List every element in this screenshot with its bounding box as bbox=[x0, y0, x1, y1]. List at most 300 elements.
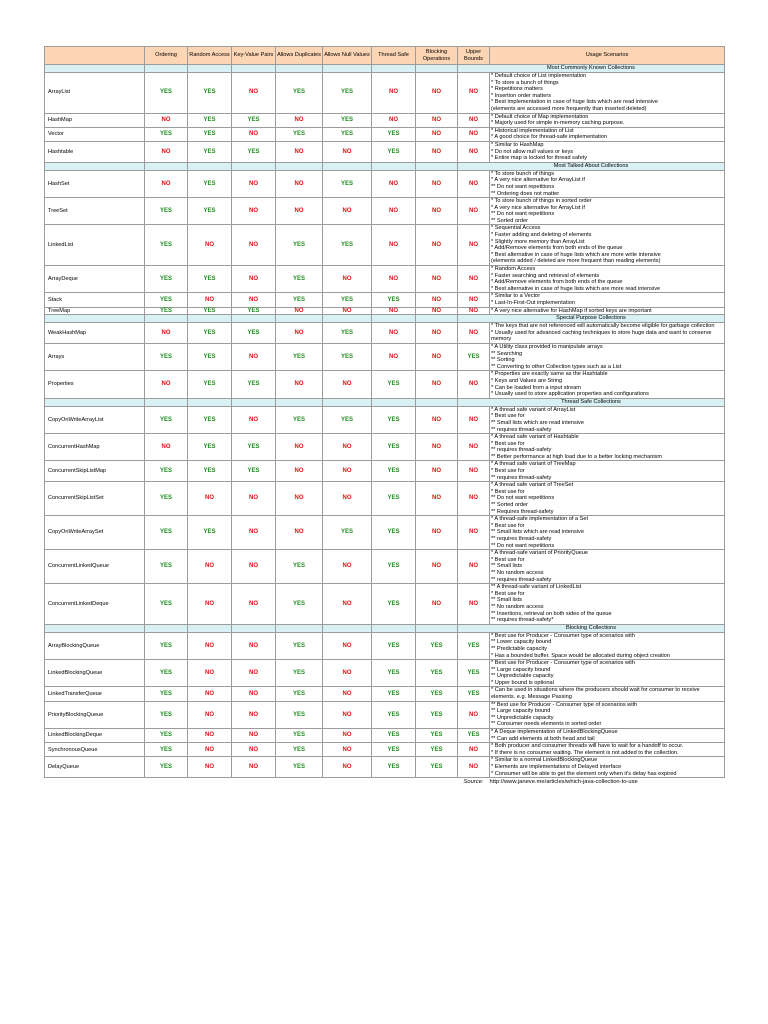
allows-null-values-value: NO bbox=[323, 550, 372, 584]
collection-name: WeakHashMap bbox=[45, 323, 145, 344]
usage-scenarios-cell: * Best use for Producer - Consumer type of scenarios with ** Lower capacity bound ** Predictable capacity * Has a bounded buffer. Space would be allocated during object creation bbox=[490, 632, 725, 659]
upper-bounds-value: YES bbox=[458, 343, 490, 370]
collection-name: LinkedList bbox=[45, 225, 145, 266]
collection-name: ConcurrentLinkedQueue bbox=[45, 550, 145, 584]
random-access-value: NO bbox=[188, 550, 232, 584]
section-title: Thread Safe Collections bbox=[458, 398, 725, 406]
usage-scenarios-cell: * Default choice of Map implementation * Majorly used for simple in-memory caching purpose. bbox=[490, 113, 725, 127]
upper-bounds-value: YES bbox=[458, 660, 490, 687]
ordering-value: NO bbox=[145, 323, 188, 344]
ordering-value: NO bbox=[145, 113, 188, 127]
section-spacer-cell bbox=[232, 624, 276, 632]
allows-duplicates-value: NO bbox=[276, 371, 323, 398]
ordering-value: YES bbox=[145, 729, 188, 743]
allows-duplicates-value: NO bbox=[276, 170, 323, 197]
table-row bbox=[45, 482, 725, 516]
section-title: Special Purpose Collections bbox=[458, 315, 725, 323]
source-spacer-cell bbox=[323, 778, 372, 787]
allows-null-values-value: NO bbox=[323, 266, 372, 293]
usage-scenarios-cell: * To store bunch of things in sorted order * A very nice alternative for ArrayList if ** Do not want repetitions ** Sorted order bbox=[490, 198, 725, 225]
ordering-value: YES bbox=[145, 660, 188, 687]
usage-scenarios-cell: * A Deque implementation of LinkedBlockingQueue ** Can add elements at both head and tail bbox=[490, 729, 725, 743]
allows-duplicates-value: YES bbox=[276, 406, 323, 433]
blocking-operations-value: NO bbox=[416, 293, 458, 307]
upper-bounds-value: NO bbox=[458, 550, 490, 584]
usage-scenarios-cell: * Similar to a normal LinkedBlockingQueue * Elements are implementations of Delayed interface * Consumer will be able to get the element only when it's delay has expired bbox=[490, 757, 725, 778]
allows-duplicates-value: NO bbox=[276, 516, 323, 550]
table-row bbox=[45, 516, 725, 550]
allows-null-values-value: NO bbox=[323, 632, 372, 659]
section-spacer-cell bbox=[188, 65, 232, 73]
random-access-value: NO bbox=[188, 743, 232, 757]
key-value-pairs-value: NO bbox=[232, 293, 276, 307]
blocking-operations-value: YES bbox=[416, 743, 458, 757]
allows-duplicates-value: NO bbox=[276, 434, 323, 461]
random-access-value: YES bbox=[188, 170, 232, 197]
allows-null-values-value: NO bbox=[323, 482, 372, 516]
section-header-row bbox=[45, 315, 725, 323]
collection-name: PriorityBlockingQueue bbox=[45, 701, 145, 728]
ordering-value: YES bbox=[145, 584, 188, 625]
header-allows-duplicates: Allows Duplicates bbox=[276, 47, 323, 65]
ordering-value: YES bbox=[145, 482, 188, 516]
table-row bbox=[45, 73, 725, 114]
blocking-operations-value: NO bbox=[416, 434, 458, 461]
ordering-value: YES bbox=[145, 406, 188, 433]
allows-null-values-value: YES bbox=[323, 170, 372, 197]
thread-safe-value: NO bbox=[372, 343, 416, 370]
usage-scenarios-cell: * Similar to HashMap * Do not allow null values or keys * Entire map is locked for thread safety bbox=[490, 141, 725, 162]
allows-duplicates-value: YES bbox=[276, 687, 323, 701]
allows-null-values-value: YES bbox=[323, 73, 372, 114]
usage-scenarios-cell: * Default choice of List implementation * To store a bunch of things * Repetitions matters * Insertion order matters * Best implementation in case of huge lists which are read intensive (elements are accessed more frequently than inserted deleted) bbox=[490, 73, 725, 114]
collection-name: ConcurrentLinkedDeque bbox=[45, 584, 145, 625]
section-spacer-cell bbox=[145, 398, 188, 406]
upper-bounds-value: NO bbox=[458, 701, 490, 728]
allows-duplicates-value: YES bbox=[276, 293, 323, 307]
blocking-operations-value: NO bbox=[416, 307, 458, 315]
allows-null-values-value: NO bbox=[323, 584, 372, 625]
thread-safe-value: YES bbox=[372, 434, 416, 461]
key-value-pairs-value: NO bbox=[232, 757, 276, 778]
section-header-row bbox=[45, 162, 725, 170]
table-row bbox=[45, 584, 725, 625]
random-access-value: YES bbox=[188, 434, 232, 461]
source-label: Source: bbox=[463, 778, 484, 785]
ordering-value: YES bbox=[145, 701, 188, 728]
collection-name: LinkedBlockingQueue bbox=[45, 660, 145, 687]
blocking-operations-value: YES bbox=[416, 729, 458, 743]
key-value-pairs-value: NO bbox=[232, 73, 276, 114]
usage-scenarios-cell: * Can be used in situations where the producers should wait for consumer to receive elements. e.g. Message Passing bbox=[490, 687, 725, 701]
blocking-operations-value: NO bbox=[416, 141, 458, 162]
thread-safe-value: YES bbox=[372, 632, 416, 659]
usage-scenarios-cell: * Sequential Access * Faster adding and deleting of elements * Slightly more memory than ArrayList * Add/Remove elements from both ends of the queue * Best alternative in case of huge lists which are more write intensive (elements added / deleted are more frequent than reading elements) bbox=[490, 225, 725, 266]
allows-duplicates-value: YES bbox=[276, 701, 323, 728]
blocking-operations-value: YES bbox=[416, 687, 458, 701]
upper-bounds-value: NO bbox=[458, 127, 490, 141]
table-row bbox=[45, 170, 725, 197]
upper-bounds-value: NO bbox=[458, 198, 490, 225]
collection-name: HashMap bbox=[45, 113, 145, 127]
upper-bounds-value: YES bbox=[458, 729, 490, 743]
thread-safe-value: YES bbox=[372, 584, 416, 625]
table-row bbox=[45, 550, 725, 584]
blocking-operations-value: NO bbox=[416, 73, 458, 114]
section-spacer-cell bbox=[232, 162, 276, 170]
table-row bbox=[45, 127, 725, 141]
blocking-operations-value: NO bbox=[416, 323, 458, 344]
thread-safe-value: YES bbox=[372, 729, 416, 743]
random-access-value: YES bbox=[188, 127, 232, 141]
blocking-operations-value: YES bbox=[416, 632, 458, 659]
table-row bbox=[45, 266, 725, 293]
allows-duplicates-value: YES bbox=[276, 127, 323, 141]
random-access-value: YES bbox=[188, 323, 232, 344]
upper-bounds-value: NO bbox=[458, 307, 490, 315]
collection-name: CopyOnWriteArrayList bbox=[45, 406, 145, 433]
allows-duplicates-value: YES bbox=[276, 729, 323, 743]
usage-scenarios-cell: * A thread-safe variant of PriorityQueue * Best use for ** Small lists ** No random access ** requires thread-safety bbox=[490, 550, 725, 584]
key-value-pairs-value: NO bbox=[232, 660, 276, 687]
key-value-pairs-value: NO bbox=[232, 743, 276, 757]
collection-name: Vector bbox=[45, 127, 145, 141]
allows-duplicates-value: NO bbox=[276, 323, 323, 344]
collections-comparison-table bbox=[44, 46, 725, 786]
header-blocking-operations: Blocking Operations bbox=[416, 47, 458, 65]
upper-bounds-value: NO bbox=[458, 482, 490, 516]
ordering-value: YES bbox=[145, 687, 188, 701]
random-access-value: NO bbox=[188, 482, 232, 516]
key-value-pairs-value: NO bbox=[232, 550, 276, 584]
allows-null-values-value: YES bbox=[323, 323, 372, 344]
allows-duplicates-value: YES bbox=[276, 343, 323, 370]
allows-duplicates-value: YES bbox=[276, 266, 323, 293]
blocking-operations-value: NO bbox=[416, 461, 458, 482]
section-spacer-cell bbox=[323, 162, 372, 170]
collection-name: ConcurrentHashMap bbox=[45, 434, 145, 461]
random-access-value: NO bbox=[188, 701, 232, 728]
section-spacer-cell bbox=[276, 65, 323, 73]
usage-scenarios-cell: * Both producer and consumer threads will have to wait for a handoff to occur. * If there is no consumer waiting. The element is not added to the collection. bbox=[490, 743, 725, 757]
upper-bounds-value: YES bbox=[458, 687, 490, 701]
upper-bounds-value: NO bbox=[458, 461, 490, 482]
upper-bounds-value: NO bbox=[458, 371, 490, 398]
upper-bounds-value: NO bbox=[458, 170, 490, 197]
section-title: Most Talked About Collections bbox=[458, 162, 725, 170]
key-value-pairs-value: NO bbox=[232, 701, 276, 728]
allows-duplicates-value: NO bbox=[276, 482, 323, 516]
section-spacer-cell bbox=[232, 315, 276, 323]
blocking-operations-value: NO bbox=[416, 371, 458, 398]
allows-null-values-value: NO bbox=[323, 198, 372, 225]
header-upper-bounds: Upper Bounds bbox=[458, 47, 490, 65]
allows-duplicates-value: NO bbox=[276, 307, 323, 315]
thread-safe-value: NO bbox=[372, 73, 416, 114]
thread-safe-value: NO bbox=[372, 307, 416, 315]
section-spacer-cell bbox=[45, 624, 145, 632]
allows-duplicates-value: YES bbox=[276, 757, 323, 778]
upper-bounds-value: YES bbox=[458, 632, 490, 659]
usage-scenarios-cell: * A thread-safe implementation of a Set * Best use for ** Small lists which are read intensive ** requires thread-safety ** Do not want repetitions bbox=[490, 516, 725, 550]
upper-bounds-value: NO bbox=[458, 293, 490, 307]
upper-bounds-value: NO bbox=[458, 141, 490, 162]
section-spacer-cell bbox=[323, 398, 372, 406]
usage-scenarios-cell: * Best use for Producer - Consumer type of scenarios with ** Large capacity bound ** Unpredictable capacity * Upper bound is optional bbox=[490, 660, 725, 687]
random-access-value: YES bbox=[188, 198, 232, 225]
upper-bounds-value: NO bbox=[458, 434, 490, 461]
key-value-pairs-value: NO bbox=[232, 687, 276, 701]
usage-scenarios-cell: * A Utility class provided to manipulate arrays ** Searching ** Sorting ** Converting to other Collection types such as a List bbox=[490, 343, 725, 370]
section-spacer-cell bbox=[276, 398, 323, 406]
table-row bbox=[45, 343, 725, 370]
thread-safe-value: YES bbox=[372, 482, 416, 516]
usage-scenarios-cell: * The keys that are not referenced will automatically become eligible for garbage collection * Usually used for advanced caching techniques to store huge data and want to conserve memory bbox=[490, 323, 725, 344]
key-value-pairs-value: YES bbox=[232, 434, 276, 461]
thread-safe-value: NO bbox=[372, 198, 416, 225]
ordering-value: YES bbox=[145, 550, 188, 584]
section-spacer-cell bbox=[372, 162, 416, 170]
blocking-operations-value: YES bbox=[416, 660, 458, 687]
source-spacer-cell bbox=[276, 778, 323, 787]
key-value-pairs-value: NO bbox=[232, 584, 276, 625]
random-access-value: NO bbox=[188, 225, 232, 266]
ordering-value: YES bbox=[145, 73, 188, 114]
blocking-operations-value: NO bbox=[416, 225, 458, 266]
thread-safe-value: YES bbox=[372, 461, 416, 482]
section-spacer-cell bbox=[323, 315, 372, 323]
blocking-operations-value: NO bbox=[416, 170, 458, 197]
section-spacer-cell bbox=[416, 65, 458, 73]
key-value-pairs-value: NO bbox=[232, 198, 276, 225]
section-spacer-cell bbox=[145, 162, 188, 170]
section-spacer-cell bbox=[145, 315, 188, 323]
collection-name: Arrays bbox=[45, 343, 145, 370]
allows-duplicates-value: YES bbox=[276, 73, 323, 114]
allows-duplicates-value: NO bbox=[276, 113, 323, 127]
thread-safe-value: YES bbox=[372, 660, 416, 687]
random-access-value: YES bbox=[188, 461, 232, 482]
allows-null-values-value: NO bbox=[323, 701, 372, 728]
section-spacer-cell bbox=[416, 315, 458, 323]
key-value-pairs-value: NO bbox=[232, 266, 276, 293]
ordering-value: YES bbox=[145, 461, 188, 482]
allows-null-values-value: YES bbox=[323, 225, 372, 266]
upper-bounds-value: NO bbox=[458, 584, 490, 625]
ordering-value: YES bbox=[145, 743, 188, 757]
table-body bbox=[45, 65, 725, 787]
key-value-pairs-value: NO bbox=[232, 343, 276, 370]
allows-null-values-value: NO bbox=[323, 371, 372, 398]
collection-name: ConcurrentSkipListMap bbox=[45, 461, 145, 482]
thread-safe-value: YES bbox=[372, 687, 416, 701]
thread-safe-value: YES bbox=[372, 516, 416, 550]
thread-safe-value: YES bbox=[372, 293, 416, 307]
thread-safe-value: NO bbox=[372, 225, 416, 266]
usage-scenarios-cell: ** A thread-safe variant of LinkedList * Best use for ** Small lists ** No random access ** Insertions, retrieval on both sides of the queue ** requires thread-safety* bbox=[490, 584, 725, 625]
key-value-pairs-value: YES bbox=[232, 307, 276, 315]
section-spacer-cell bbox=[416, 624, 458, 632]
key-value-pairs-value: YES bbox=[232, 371, 276, 398]
allows-null-values-value: NO bbox=[323, 660, 372, 687]
section-spacer-cell bbox=[45, 315, 145, 323]
source-spacer-cell bbox=[188, 778, 232, 787]
random-access-value: NO bbox=[188, 293, 232, 307]
section-spacer-cell bbox=[45, 162, 145, 170]
thread-safe-value: NO bbox=[372, 170, 416, 197]
table-row bbox=[45, 198, 725, 225]
table-row bbox=[45, 632, 725, 659]
blocking-operations-value: NO bbox=[416, 343, 458, 370]
header-row bbox=[45, 47, 725, 65]
section-spacer-cell bbox=[372, 398, 416, 406]
section-spacer-cell bbox=[276, 624, 323, 632]
usage-scenarios-cell: * To store bunch of things * A very nice alternative for ArrayList if ** Do not want repetitions ** Ordering does not matter bbox=[490, 170, 725, 197]
random-access-value: YES bbox=[188, 73, 232, 114]
random-access-value: YES bbox=[188, 371, 232, 398]
allows-duplicates-value: YES bbox=[276, 743, 323, 757]
allows-duplicates-value: YES bbox=[276, 660, 323, 687]
allows-null-values-value: YES bbox=[323, 113, 372, 127]
ordering-value: NO bbox=[145, 434, 188, 461]
allows-null-values-value: NO bbox=[323, 757, 372, 778]
random-access-value: YES bbox=[188, 266, 232, 293]
section-spacer-cell bbox=[232, 398, 276, 406]
section-spacer-cell bbox=[372, 65, 416, 73]
ordering-value: YES bbox=[145, 632, 188, 659]
table-row bbox=[45, 701, 725, 728]
key-value-pairs-value: NO bbox=[232, 516, 276, 550]
thread-safe-value: YES bbox=[372, 127, 416, 141]
table-row bbox=[45, 225, 725, 266]
table-row bbox=[45, 141, 725, 162]
random-access-value: NO bbox=[188, 687, 232, 701]
table-row bbox=[45, 307, 725, 315]
thread-safe-value: YES bbox=[372, 406, 416, 433]
collection-name: ArrayDeque bbox=[45, 266, 145, 293]
thread-safe-value: NO bbox=[372, 113, 416, 127]
random-access-value: NO bbox=[188, 757, 232, 778]
thread-safe-value: NO bbox=[372, 266, 416, 293]
collection-name: Hashtable bbox=[45, 141, 145, 162]
key-value-pairs-value: YES bbox=[232, 141, 276, 162]
key-value-pairs-value: NO bbox=[232, 225, 276, 266]
random-access-value: YES bbox=[188, 113, 232, 127]
random-access-value: YES bbox=[188, 516, 232, 550]
collection-name: Properties bbox=[45, 371, 145, 398]
ordering-value: YES bbox=[145, 198, 188, 225]
ordering-value: NO bbox=[145, 141, 188, 162]
random-access-value: NO bbox=[188, 584, 232, 625]
table-row bbox=[45, 729, 725, 743]
blocking-operations-value: NO bbox=[416, 127, 458, 141]
section-spacer-cell bbox=[45, 65, 145, 73]
section-spacer-cell bbox=[232, 65, 276, 73]
allows-null-values-value: NO bbox=[323, 687, 372, 701]
collection-name: SynchronousQueue bbox=[45, 743, 145, 757]
collection-name: HashSet bbox=[45, 170, 145, 197]
upper-bounds-value: NO bbox=[458, 73, 490, 114]
usage-scenarios-cell: * Random Access * Faster searching and retrieval of elements * Add/Remove elements from both ends of the queue * Best alternative in case of huge lists which are more read intensive bbox=[490, 266, 725, 293]
key-value-pairs-value: NO bbox=[232, 170, 276, 197]
allows-null-values-value: NO bbox=[323, 434, 372, 461]
section-spacer-cell bbox=[372, 624, 416, 632]
table-row bbox=[45, 406, 725, 433]
thread-safe-value: YES bbox=[372, 371, 416, 398]
source-spacer-cell bbox=[232, 778, 276, 787]
allows-duplicates-value: NO bbox=[276, 141, 323, 162]
table-row bbox=[45, 687, 725, 701]
allows-null-values-value: YES bbox=[323, 343, 372, 370]
header-allows-null-values: Allows Null Values bbox=[323, 47, 372, 65]
ordering-value: YES bbox=[145, 757, 188, 778]
section-spacer-cell bbox=[416, 398, 458, 406]
upper-bounds-value: NO bbox=[458, 757, 490, 778]
section-title: Most Commonly Known Collections bbox=[458, 65, 725, 73]
key-value-pairs-value: YES bbox=[232, 323, 276, 344]
table-row bbox=[45, 743, 725, 757]
usage-scenarios-cell: * A very nice alternative for HashMap if sorted keys are important bbox=[490, 307, 725, 315]
usage-scenarios-cell: * A thread safe variant of TreeMap * Best use for ** requires thread-safety bbox=[490, 461, 725, 482]
usage-scenarios-cell: * A thread safe variant of Hashtable * Best use for ** requires thread-safety ** Better performance at high load due to a better locking mechanism bbox=[490, 434, 725, 461]
blocking-operations-value: NO bbox=[416, 584, 458, 625]
key-value-pairs-value: NO bbox=[232, 406, 276, 433]
usage-scenarios-cell: * Similar to a Vector * Last-In-First-Out implementation bbox=[490, 293, 725, 307]
section-spacer-cell bbox=[45, 398, 145, 406]
source-spacer-cell bbox=[372, 778, 416, 787]
upper-bounds-value: NO bbox=[458, 406, 490, 433]
section-spacer-cell bbox=[323, 624, 372, 632]
ordering-value: YES bbox=[145, 293, 188, 307]
section-spacer-cell bbox=[416, 162, 458, 170]
section-spacer-cell bbox=[276, 162, 323, 170]
blocking-operations-value: NO bbox=[416, 198, 458, 225]
table-row bbox=[45, 113, 725, 127]
allows-duplicates-value: YES bbox=[276, 632, 323, 659]
source-url[interactable]: http://www.janeve.me/articles/which-java-collection-to-use bbox=[489, 778, 638, 785]
upper-bounds-value: NO bbox=[458, 516, 490, 550]
collection-name: ConcurrentSkipListSet bbox=[45, 482, 145, 516]
section-header-row bbox=[45, 65, 725, 73]
ordering-value: YES bbox=[145, 343, 188, 370]
table-row bbox=[45, 757, 725, 778]
key-value-pairs-value: NO bbox=[232, 729, 276, 743]
thread-safe-value: YES bbox=[372, 141, 416, 162]
allows-duplicates-value: YES bbox=[276, 550, 323, 584]
thread-safe-value: YES bbox=[372, 701, 416, 728]
collection-name: ArrayList bbox=[45, 73, 145, 114]
allows-duplicates-value: NO bbox=[276, 461, 323, 482]
random-access-value: YES bbox=[188, 406, 232, 433]
allows-null-values-value: NO bbox=[323, 461, 372, 482]
section-spacer-cell bbox=[188, 398, 232, 406]
key-value-pairs-value: YES bbox=[232, 461, 276, 482]
upper-bounds-value: NO bbox=[458, 323, 490, 344]
random-access-value: YES bbox=[188, 307, 232, 315]
blocking-operations-value: YES bbox=[416, 701, 458, 728]
collection-name: LinkedBlockingDeque bbox=[45, 729, 145, 743]
section-header-row bbox=[45, 624, 725, 632]
source-spacer-cell bbox=[145, 778, 188, 787]
source-spacer-cell bbox=[45, 778, 145, 787]
usage-scenarios-cell: * Properties are exactly same as the Hashtable * Keys and Values are String * Can be loaded from a input stream * Usually used to store application properties and configurations bbox=[490, 371, 725, 398]
collection-name: Stack bbox=[45, 293, 145, 307]
random-access-value: NO bbox=[188, 729, 232, 743]
table-row bbox=[45, 660, 725, 687]
header-name bbox=[45, 47, 145, 65]
collection-name: ArrayBlockingQueue bbox=[45, 632, 145, 659]
upper-bounds-value: NO bbox=[458, 266, 490, 293]
